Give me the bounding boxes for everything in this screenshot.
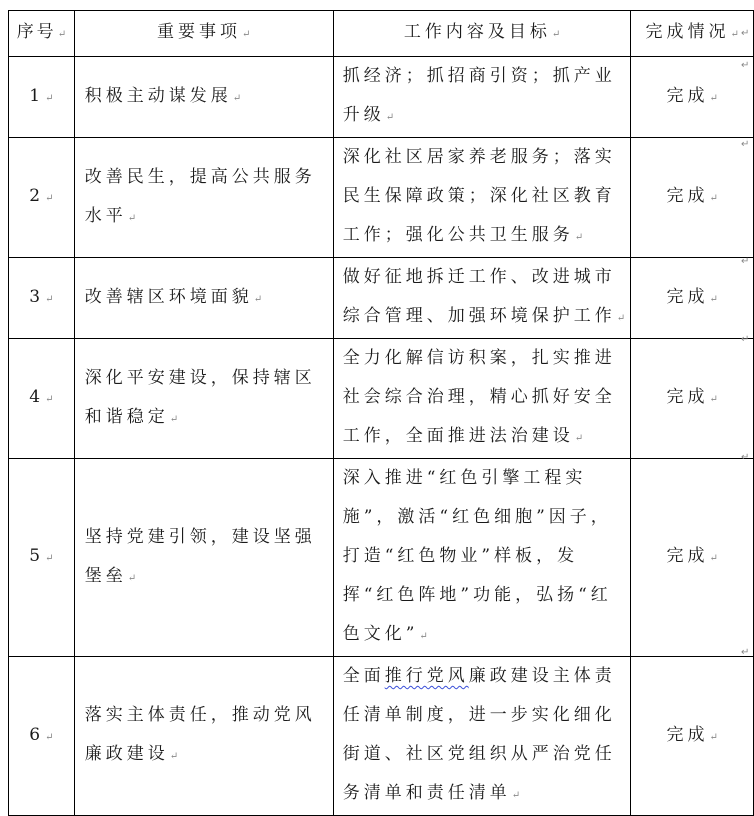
cell-item[interactable]: 深化平安建设，保持辖区和谐稳定↵ [74,339,333,459]
cell-no[interactable]: 1↵ [9,57,75,138]
cell-no[interactable]: 4↵ [9,339,75,459]
paragraph-mark-icon: ↵ [45,553,54,564]
row-end-mark-icon: ↵ [741,139,750,150]
table-row [9,657,754,816]
paragraph-mark-icon: ↵ [127,212,137,224]
header-work[interactable]: 工作内容及目标↵ [333,11,631,57]
cell-status[interactable]: 完成↵ [631,138,754,258]
paragraph-mark-icon: ↵ [127,572,137,584]
paragraph-mark-icon: ↵ [511,790,521,801]
paragraph-mark-icon: ↵ [709,553,718,564]
paragraph-mark-icon: ↵ [574,433,584,444]
paragraph-mark-icon: ↵ [709,293,718,305]
cell-item[interactable]: 坚持党建引领，建设坚强堡垒↵ [74,459,333,657]
row-end-mark-icon: ↵ [741,256,750,267]
paragraph-mark-icon: ↵ [730,29,739,40]
row-end-mark-icon: ↵ [741,647,750,658]
cell-work[interactable]: 全力化解信访积案，扎实推进社会综合治理，精心抓好安全工作，全面推进法治建设↵ [333,339,631,459]
cell-no[interactable]: 6↵ [9,657,75,816]
cell-status[interactable]: 完成↵ [631,57,754,138]
row-end-mark-icon: ↵ [741,60,750,71]
cell-status[interactable]: 完成↵ [631,258,754,339]
row-end-mark-icon: ↵ [741,334,750,345]
paragraph-mark-icon: ↵ [45,731,54,743]
cell-work[interactable]: 全面推行党风廉政建设主体责任清单制度，进一步实化细化街道、社区党组织从严治党任务清单和责任清单↵ [333,657,631,816]
paragraph-mark-icon: ↵ [242,29,251,40]
paragraph-mark-icon: ↵ [709,193,718,204]
row-end-mark-icon: ↵ [741,28,750,39]
cell-item[interactable]: 改善辖区环境面貌↵ [74,258,333,339]
paragraph-mark-icon: ↵ [169,751,179,762]
cell-no[interactable]: 2↵ [9,138,75,258]
paragraph-mark-icon: ↵ [709,92,718,104]
paragraph-mark-icon: ↵ [385,112,395,123]
cell-work[interactable]: 做好征地拆迁工作、改进城市综合管理、加强环境保护工作↵ [333,258,631,339]
row-end-mark-icon: ↵ [741,452,750,463]
paragraph-mark-icon: ↵ [45,394,54,405]
paragraph-mark-icon: ↵ [45,193,54,204]
cell-status[interactable]: 完成↵ [631,459,754,657]
cell-item[interactable]: 落实主体责任，推动党风廉政建设↵ [74,657,333,816]
header-item[interactable]: 重要事项↵ [74,11,333,57]
table-row [9,459,754,657]
paragraph-mark-icon: ↵ [574,232,584,243]
cell-work[interactable]: 深化社区居家养老服务；落实民生保障政策；深化社区教育工作；强化公共卫生服务↵ [333,138,631,258]
cell-item[interactable]: 积极主动谋发展↵ [74,57,333,138]
spellcheck-flagged-text[interactable]: 推行党风 [384,666,469,686]
cell-status[interactable]: 完成↵ [631,339,754,459]
header-status[interactable]: 完成情况↵ [631,11,754,57]
cell-no[interactable]: 5↵ [9,459,75,657]
cell-no[interactable]: 3↵ [9,258,75,339]
cell-work[interactable]: 抓经济；抓招商引资；抓产业升级↵ [333,57,631,138]
paragraph-mark-icon: ↵ [709,731,718,743]
table-row [9,258,754,339]
paragraph-mark-icon: ↵ [253,293,263,305]
table-row [9,138,754,258]
paragraph-mark-icon: ↵ [232,92,242,104]
paragraph-mark-icon: ↵ [45,293,54,305]
table-row [9,339,754,459]
header-row [9,11,754,57]
paragraph-mark-icon: ↵ [45,92,54,104]
paragraph-mark-icon: ↵ [551,29,561,40]
cell-item[interactable]: 改善民生，提高公共服务水平↵ [74,138,333,258]
header-no[interactable]: 序号↵ [9,11,75,57]
paragraph-mark-icon: ↵ [709,394,718,405]
paragraph-mark-icon: ↵ [616,313,626,324]
cell-work[interactable]: 深入推进“红色引擎工程实施”，激活“红色细胞”因子，打造“红色物业”样板，发挥“红色阵地”功能，弘扬“红色文化”↵ [333,459,631,657]
work-items-table [8,10,754,816]
paragraph-mark-icon: ↵ [169,413,179,425]
cell-status[interactable]: 完成↵ [631,657,754,816]
paragraph-mark-icon: ↵ [57,29,67,40]
table-row [9,57,754,138]
paragraph-mark-icon: ↵ [419,631,428,642]
